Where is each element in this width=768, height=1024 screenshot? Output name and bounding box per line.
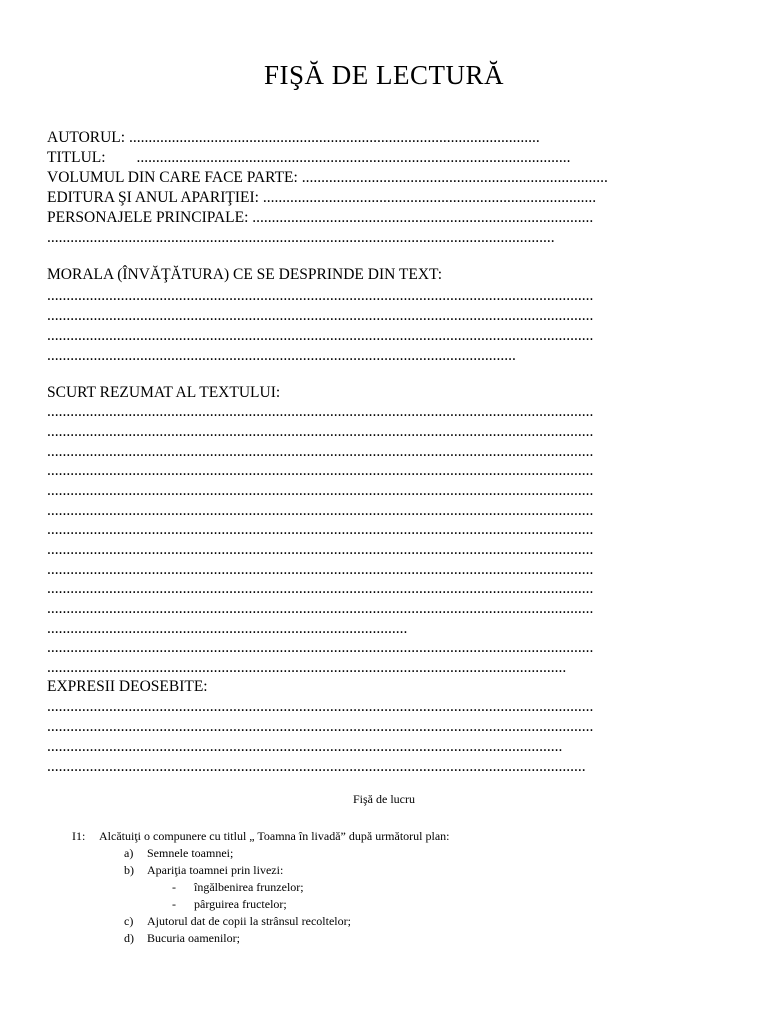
rezumat-line: ............................................................................................. <box>47 620 408 637</box>
field-label: PERSONAJELE PRINCIPALE: <box>47 209 253 226</box>
plan-item-marker: b) <box>124 863 134 877</box>
sub-item-marker: - <box>172 897 176 911</box>
field-personaje-continuation <box>47 228 722 248</box>
expresii-line: ............................................................................................................................................. <box>47 698 594 715</box>
rezumat-line: ............................................................................................................................................. <box>47 403 594 420</box>
plan-item-text: Ajutorul dat de copii la strânsul recoltelor; <box>147 914 351 928</box>
field-dots: ........................................................................................ <box>252 209 594 226</box>
expresii-line: ............................................................................................................................................. <box>47 718 594 735</box>
field-autorul <box>47 128 722 148</box>
page-title: FIŞĂ DE LECTURĂ <box>263 60 504 90</box>
worksheet-subtitle: Fişă de lucru <box>353 792 415 806</box>
field-dots: ...................................................................................... <box>262 189 597 206</box>
field-dots: .......................................................................................................... <box>128 129 540 146</box>
plan-item-text: Apariţia toamnei prin livezi: <box>147 863 284 877</box>
rezumat-line: ............................................................................................................................................. <box>47 462 594 479</box>
morala-line: ......................................................................................................................... <box>47 347 516 364</box>
morala-line: ............................................................................................................................................. <box>47 327 594 344</box>
task-text: Alcătuiţi o compunere cu titlul „ Toamna în livadă” după următorul plan: <box>99 829 450 843</box>
plan-item-marker: d) <box>124 931 134 945</box>
plan-item-text: Semnele toamnei; <box>147 846 234 860</box>
field-editura <box>47 188 722 208</box>
rezumat-line: ............................................................................................................................................. <box>47 502 594 519</box>
rezumat-line: ............................................................................................................................................. <box>47 541 594 558</box>
sub-item-text: îngălbenirea frunzelor; <box>194 880 304 894</box>
field-titlul <box>47 148 722 168</box>
morala-line: ............................................................................................................................................. <box>47 307 594 324</box>
field-label: TITLUL: <box>47 149 137 166</box>
field-personaje <box>47 208 722 228</box>
field-label: EDITURA ŞI ANUL APARIŢIEI: <box>47 189 263 206</box>
rezumat-line: ............................................................................................................................................. <box>47 580 594 597</box>
field-dots: ................................................................................................................ <box>136 149 571 166</box>
plan-item-marker: a) <box>124 846 134 860</box>
rezumat-line: ............................................................................................................................................. <box>47 443 594 460</box>
field-label: VOLUMUL DIN CARE FACE PARTE: <box>47 169 302 186</box>
sub-item-text: pârguirea fructelor; <box>194 897 287 911</box>
rezumat-line: ............................................................................................................................................. <box>47 521 594 538</box>
field-label: AUTORUL: <box>47 129 129 146</box>
section-heading-rezumat: SCURT REZUMAT AL TEXTULUI: <box>47 384 281 401</box>
plan-item-marker: c) <box>124 914 134 928</box>
expresii-line: ........................................................................................................................................... <box>47 758 586 775</box>
task-number: I1: <box>72 829 86 843</box>
rezumat-line: ............................................................................................................................................. <box>47 561 594 578</box>
section-heading-morala: MORALA (ÎNVĂŢĂTURA) CE SE DESPRINDE DIN TEXT: <box>47 266 443 283</box>
rezumat-line: ............................................................................................................................................. <box>47 423 594 440</box>
rezumat-line: ............................................................................................................................................. <box>47 639 594 656</box>
expresii-line: ..................................................................................................................................... <box>47 738 563 755</box>
rezumat-line: ............................................................................................................................................. <box>47 482 594 499</box>
rezumat-line: ............................................................................................................................................. <box>47 600 594 617</box>
section-heading-expresii: EXPRESII DEOSEBITE: <box>47 678 208 695</box>
morala-line: ............................................................................................................................................. <box>47 287 594 304</box>
field-volumul <box>47 168 722 188</box>
field-dots: ............................................................................... <box>301 169 608 186</box>
rezumat-line: ...................................................................................................................................... <box>47 659 567 676</box>
sub-item-marker: - <box>172 880 176 894</box>
plan-item-text: Bucuria oamenilor; <box>147 931 240 945</box>
field-dots: ................................................................................................................................... <box>47 229 555 246</box>
